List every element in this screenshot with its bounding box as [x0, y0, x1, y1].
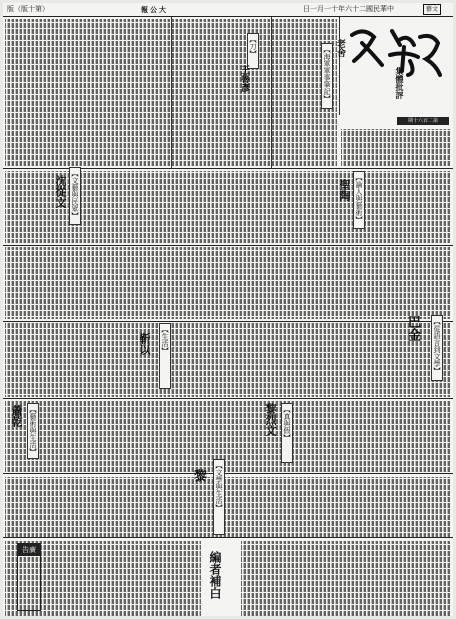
article-title-box — [69, 167, 81, 225]
article-title: 【文學與生活】 — [215, 462, 223, 511]
article-author: 王魯彥 — [239, 65, 249, 92]
article-author: 巴金 — [405, 315, 420, 341]
header-date: 日一月一十年六十二國民華中 — [303, 5, 394, 13]
issue-number: 期十六百二第 — [397, 117, 449, 125]
article-title-box — [281, 403, 293, 463]
article-title-box — [247, 33, 259, 69]
column-divider — [171, 17, 172, 169]
article-title-box — [353, 171, 365, 229]
header-paper-name: 報公大 — [141, 5, 168, 14]
article-author: 靳以 — [138, 333, 151, 355]
article-title: 【生活】 — [161, 326, 169, 354]
article-author: 沈從文 — [54, 175, 67, 208]
article-title: 【藝術與生活】 — [29, 406, 37, 455]
newspaper-page — [3, 3, 453, 616]
article-title: 【刀】 — [249, 36, 257, 57]
column-divider — [271, 17, 272, 169]
article-author: 蕭乾 — [10, 405, 23, 427]
masthead-subtitle: 集體批評 — [395, 67, 405, 99]
body-text-texture — [3, 17, 453, 616]
article-title-box — [159, 323, 171, 389]
article-author: 黎烈文 — [264, 403, 277, 436]
article-author: 黎 — [191, 469, 206, 482]
article-title: 【論人與藝術】 — [355, 174, 363, 223]
article-title-box — [27, 403, 39, 459]
page-header — [3, 3, 453, 17]
article-title-box — [321, 43, 333, 109]
article-title-box — [213, 459, 225, 535]
article-title: 【海軍軍事筆記】 — [323, 46, 331, 102]
article-title: 【真與假】 — [283, 406, 291, 441]
article-author: 聖陶 — [338, 179, 351, 201]
header-page-label: 版（版十第） — [7, 5, 49, 13]
article-title: 【從語言到文學】 — [433, 318, 441, 374]
article-title-box — [431, 315, 443, 381]
advertisement-box — [17, 543, 41, 611]
article-title: 【文藝與民眾】 — [71, 170, 79, 219]
advertisement-label: 告廣 — [18, 544, 40, 556]
header-section-tag: 藝文 — [423, 4, 441, 15]
article-author: 老舍 — [335, 39, 345, 57]
editor-note-title: 編者補白 — [208, 551, 222, 599]
